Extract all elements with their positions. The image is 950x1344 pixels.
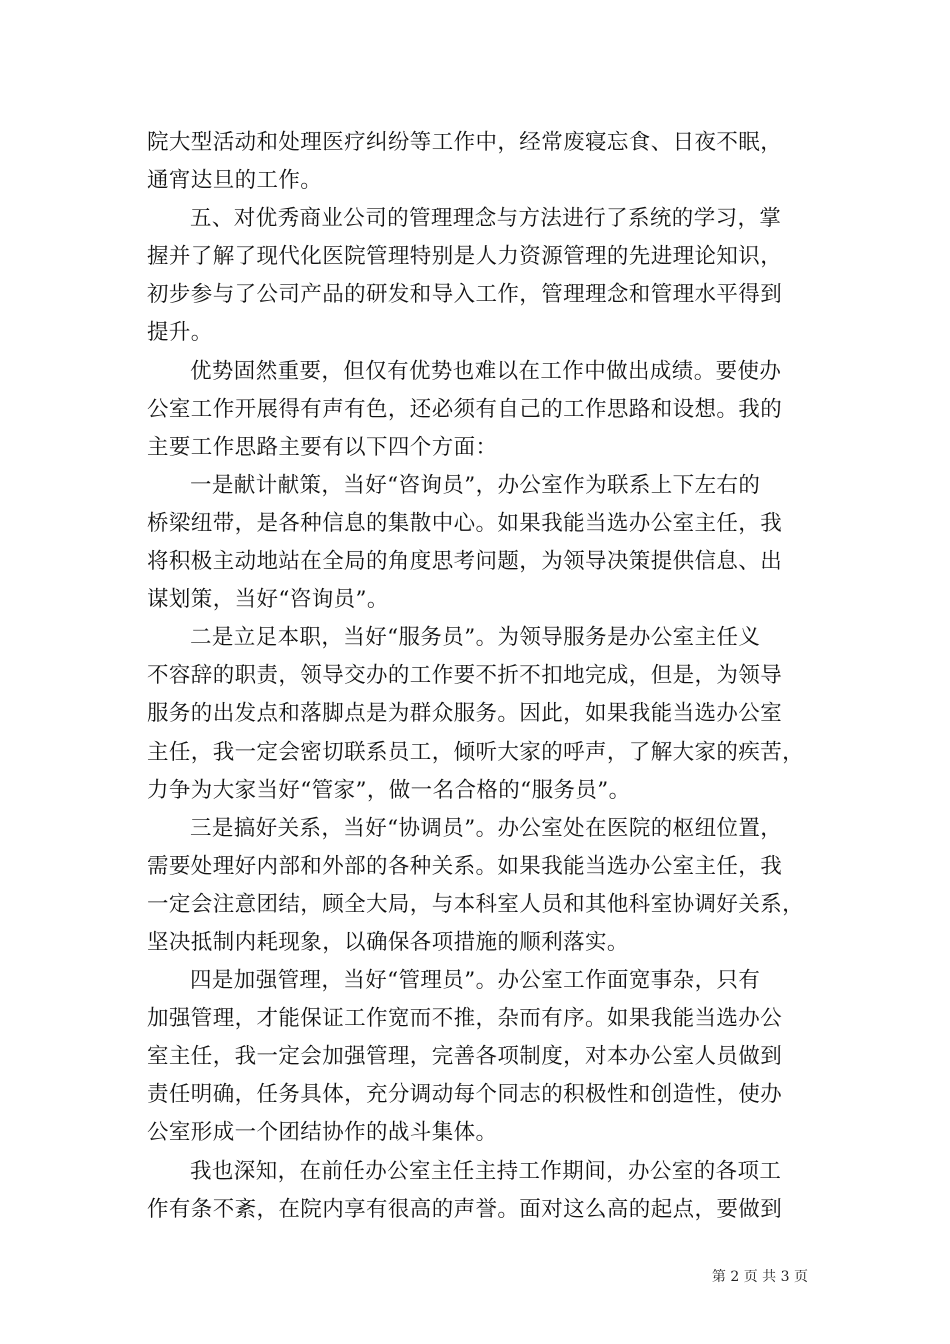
text-line: 需要处理好内部和外部的各种关系。如果我能当选办公室主任，我 <box>147 853 783 879</box>
text-line: 加强管理，才能保证工作宽而不推，杂而有序。如果我能当选办公 <box>147 1006 783 1032</box>
text-line: 作有条不紊，在院内享有很高的声誉。面对这么高的起点，要做到 <box>147 1196 783 1222</box>
text-line: 初步参与了公司产品的研发和导入工作，管理理念和管理水平得到 <box>147 282 783 308</box>
text-line: 提升。 <box>147 320 213 346</box>
text-line: 一定会注意团结，顾全大局，与本科室人员和其他科室协调好关系， <box>147 891 805 917</box>
text-line: 一是献计献策，当好“咨询员”，办公室作为联系上下左右的 <box>190 472 761 498</box>
text-line: 通宵达旦的工作。 <box>147 168 323 194</box>
text-line: 我也深知，在前任办公室主任主持工作期间，办公室的各项工 <box>190 1158 782 1184</box>
text-line: 服务的出发点和落脚点是为群众服务。因此，如果我能当选办公室 <box>147 701 783 727</box>
text-line: 五、对优秀商业公司的管理理念与方法进行了系统的学习，掌 <box>190 206 782 232</box>
text-line: 谋划策，当好“咨询员”。 <box>147 587 389 613</box>
text-line: 公室工作开展得有声有色，还必须有自己的工作思路和设想。我的 <box>147 396 783 422</box>
text-line: 三是搞好关系，当好“协调员”。办公室处在医院的枢纽位置， <box>190 815 783 841</box>
text-line: 院大型活动和处理医疗纠纷等工作中，经常废寝忘食、日夜不眠， <box>147 130 783 155</box>
text-line: 优势固然重要，但仅有优势也难以在工作中做出成绩。要使办 <box>190 358 782 384</box>
text-line: 责任明确，任务具体，充分调动每个同志的积极性和创造性，使办 <box>147 1082 783 1108</box>
text-line: 桥梁纽带，是各种信息的集散中心。如果我能当选办公室主任，我 <box>147 510 783 536</box>
text-line: 公室形成一个团结协作的战斗集体。 <box>147 1120 498 1146</box>
text-line: 坚决抵制内耗现象，以确保各项措施的顺利落实。 <box>147 929 629 955</box>
text-line: 主任，我一定会密切联系员工，倾听大家的呼声，了解大家的疾苦， <box>147 739 805 765</box>
page-number: 第 2 页 共 3 页 <box>711 1269 808 1285</box>
text-line: 室主任，我一定会加强管理，完善各项制度，对本办公室人员做到 <box>147 1044 783 1070</box>
text-line: 力争为大家当好“管家”，做一名合格的“服务员”。 <box>147 777 631 803</box>
text-line: 不容辞的职责，领导交办的工作要不折不扣地完成，但是，为领导 <box>147 663 783 689</box>
text-line: 主要工作思路主要有以下四个方面： <box>147 434 498 460</box>
text-line: 将积极主动地站在全局的角度思考问题，为领导决策提供信息、出 <box>147 549 783 575</box>
text-line: 四是加强管理，当好“管理员”。办公室工作面宽事杂，只有 <box>190 968 761 994</box>
document-body <box>147 124 811 1229</box>
text-line: 握并了解了现代化医院管理特别是人力资源管理的先进理论知识， <box>147 244 783 270</box>
text-line: 二是立足本职，当好“服务员”。为领导服务是办公室主任义 <box>190 625 761 651</box>
